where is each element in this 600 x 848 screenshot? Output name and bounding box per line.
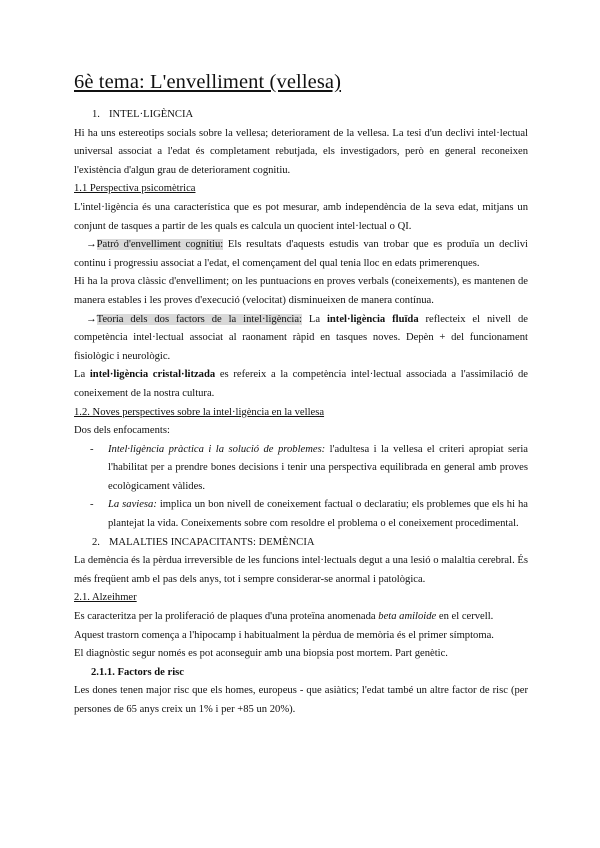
paragraph-two-factors <box>74 311 528 367</box>
page-title: 6è tema: L'envelliment (vellesa) <box>74 71 342 93</box>
paragraph-text: es refereix a la competència intel·lectual associada a l'assimilació de coneixement de la nostra cultura. <box>74 369 528 399</box>
paragraph-text: La <box>74 369 90 381</box>
arrow-icon: → <box>86 239 97 251</box>
paragraph-dementia: La demència és la pèrdua irreversible de les funcions intel·lectuals degut a una lesió o malaltia cerebral. És més freqüent amb el pas dels anys, tot i sempre considerar-se anormal i patològica. <box>74 555 528 585</box>
section-label: MALALTIES INCAPACITANTS: DEMÈNCIA <box>109 536 315 548</box>
highlighted-term: Teoria dels dos factors de la intel·ligència: <box>96 313 302 325</box>
dash-bullet: - <box>90 499 94 511</box>
subsection-heading-new-perspectives: 1.2. Noves perspectives sobre la intel·ligència en la vellesa <box>74 406 325 418</box>
arrow-icon: → <box>86 313 97 325</box>
list-item-text: l'adultesa i la vellesa el criteri apropiat seria l'habilitat per a prendre bones decisions i tenir una perspectiva equilibrada en general amb proves ecològicament vàlides. <box>108 443 528 492</box>
paragraph-intro: Hi ha uns estereotips socials sobre la vellesa; deteriorament de la vellesa. La tesi d'un declivi intel·lectual universal associat a l'edat és completament rebutjada, els investigadors, però en general reconeixen l'existència d'algun grau de deteriorament cognitiu. <box>74 127 528 176</box>
section-number: 2. <box>92 536 100 548</box>
paragraph-text: Els resultats d'aquests estudis van trobar que es produïa un declivi continu i progressiu associat a l'edat, el començament del qual tenia lloc en edats primerenques. <box>74 239 528 269</box>
paragraph-approaches: Dos dels enfocaments: <box>74 425 170 437</box>
subsubsection-heading-risk-factors: 2.1.1. Factors de risc <box>91 666 184 678</box>
paragraph-crystallized <box>74 366 528 403</box>
list-item <box>74 441 528 497</box>
section-heading-dementia <box>74 534 528 553</box>
paragraph-text: Es caracteritza per la proliferació de plaques d'una proteïna anomenada <box>74 611 379 623</box>
paragraph-amyloid <box>74 608 528 627</box>
paragraph-cognitive-pattern <box>74 236 528 273</box>
paragraph-risk-factors: Les dones tenen major risc que els homes, europeus - que asiàtics; l'edat també un altre factor de risc (per persones de 65 anys creix un 1% i per +85 un 20%). <box>74 685 528 715</box>
paragraph-psychometric: L'intel·ligència és una característica que es pot mesurar, amb independència de la seva edat, mitjans un conjunt de tasques a partir de les quals es calcula un quocient intel·lectual o QI. <box>74 201 528 232</box>
bold-term: intel·ligència fluïda <box>326 313 419 325</box>
section-number: 1. <box>92 109 100 120</box>
paragraph-hippocampus: Aquest trastorn comença a l'hipocamp i habitualment la pèrdua de memòria és el primer símptoma. <box>74 629 494 641</box>
paragraph-text: La <box>301 313 327 325</box>
list-item-text: implica un bon nivell de coneixement factual o declaratiu; els problemes que els hi ha plantejat la vida. Coneixements sobre com resoldre el problema o el coneixement procedimental. <box>108 499 528 530</box>
highlighted-term: Patró d'envelliment cognitiu: <box>96 239 224 251</box>
section-heading-intelligence <box>74 106 528 125</box>
italic-term: Intel·ligència pràctica i la solució de problemes: <box>108 443 326 455</box>
dash-bullet: - <box>90 443 94 455</box>
paragraph-classic-test: Hi ha la prova clàssic d'envelliment; on les puntuacions en proves verbals (coneixements), es mantenen de manera estables i les proves d'execució (velocitat) disminueixen de manera contínua. <box>74 276 528 306</box>
document-page <box>74 70 528 720</box>
section-label: INTEL·LIGÈNCIA <box>109 109 194 120</box>
list-item <box>74 496 528 533</box>
bold-term: intel·ligència cristal·litzada <box>89 369 216 381</box>
italic-term: beta amiloide <box>378 611 437 623</box>
paragraph-text: reflecteix el nivell de competència intel·lectual associat al raonament ràpid en tasques noves. Depèn + del funcionament fisiològic i neurològic. <box>74 313 528 362</box>
paragraph-text: en el cervell. <box>436 611 494 623</box>
paragraph-diagnosis: El diagnòstic segur només es pot aconseguir amb una biopsia post mortem. Part genètic. <box>74 648 448 660</box>
subsection-heading-psychometric: 1.1 Perspectiva psicomètrica <box>74 183 196 195</box>
subsection-heading-alzheimer: 2.1. Alzeihmer <box>74 592 137 604</box>
italic-term: La saviesa: <box>108 499 157 511</box>
